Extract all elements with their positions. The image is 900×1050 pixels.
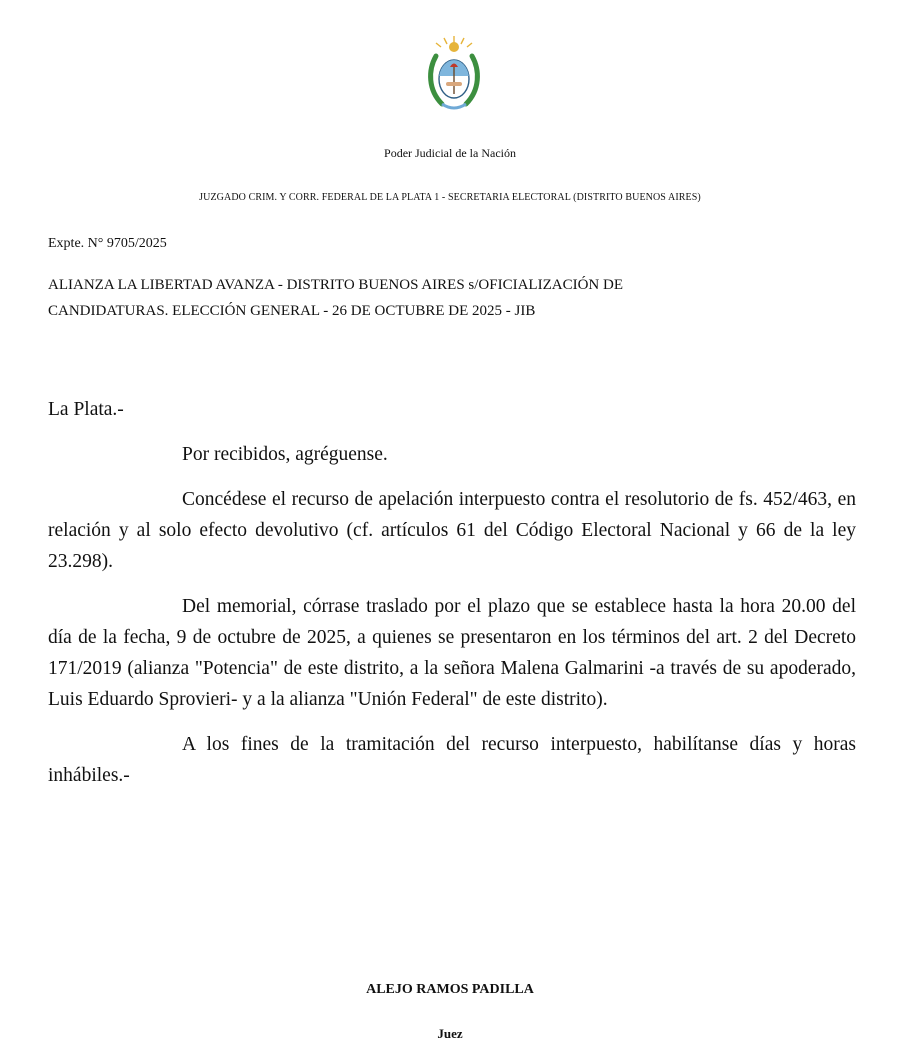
resolution-body: [48, 394, 856, 805]
paragraph-enabled-days: A los fines de la tramitación del recurso interpuesto, habilítanse días y horas inhábiles.-: [48, 734, 856, 786]
paragraph-appeal-granted: Concédese el recurso de apelación interpuesto contra el resolutorio de fs. 452/463, en relación y al solo efecto devolutivo (cf. artículos 61 del Código Electoral Nacional y 66 de la ley 23.298).: [48, 489, 856, 572]
paragraph-received: Por recibidos, agréguense.: [182, 444, 388, 465]
signer-name: ALEJO RAMOS PADILLA: [366, 982, 534, 997]
argentina-coat-of-arms-icon: [424, 34, 484, 114]
ribbon: [442, 104, 466, 108]
signer-role: Juez: [437, 1026, 463, 1041]
institution-name: Poder Judicial de la Nación: [384, 146, 516, 160]
place-line: La Plata.-: [48, 399, 124, 420]
case-title-line-1: ALIANZA LA LIBERTAD AVANZA - DISTRITO BUENOS AIRES s/OFICIALIZACIÓN DE: [48, 277, 623, 293]
case-number: Expte. N° 9705/2025: [48, 236, 167, 251]
paragraph-memorial-transfer: Del memorial, córrase traslado por el plazo que se establece hasta la hora 20.00 del día de la fecha, 9 de octubre de 2025, a quienes se presentaron en los términos del art. 2 del Decreto 171/2019 (alianza "Potencia" de este distrito, a la señora Malena Galmarini -a través de su apoderado, Luis Eduardo Sprovieri- y a la alianza "Unión Federal" de este distrito).: [48, 596, 856, 710]
case-title-line-2: CANDIDATURAS. ELECCIÓN GENERAL - 26 DE OCTUBRE DE 2025 - JIB: [48, 303, 536, 319]
sun: [449, 42, 459, 52]
clasped-hands: [446, 82, 462, 86]
court-name: JUZGADO CRIM. Y CORR. FEDERAL DE LA PLATA 1 - SECRETARIA ELECTORAL (DISTRITO BUENOS AIRES): [199, 192, 701, 203]
case-title: [48, 272, 856, 324]
